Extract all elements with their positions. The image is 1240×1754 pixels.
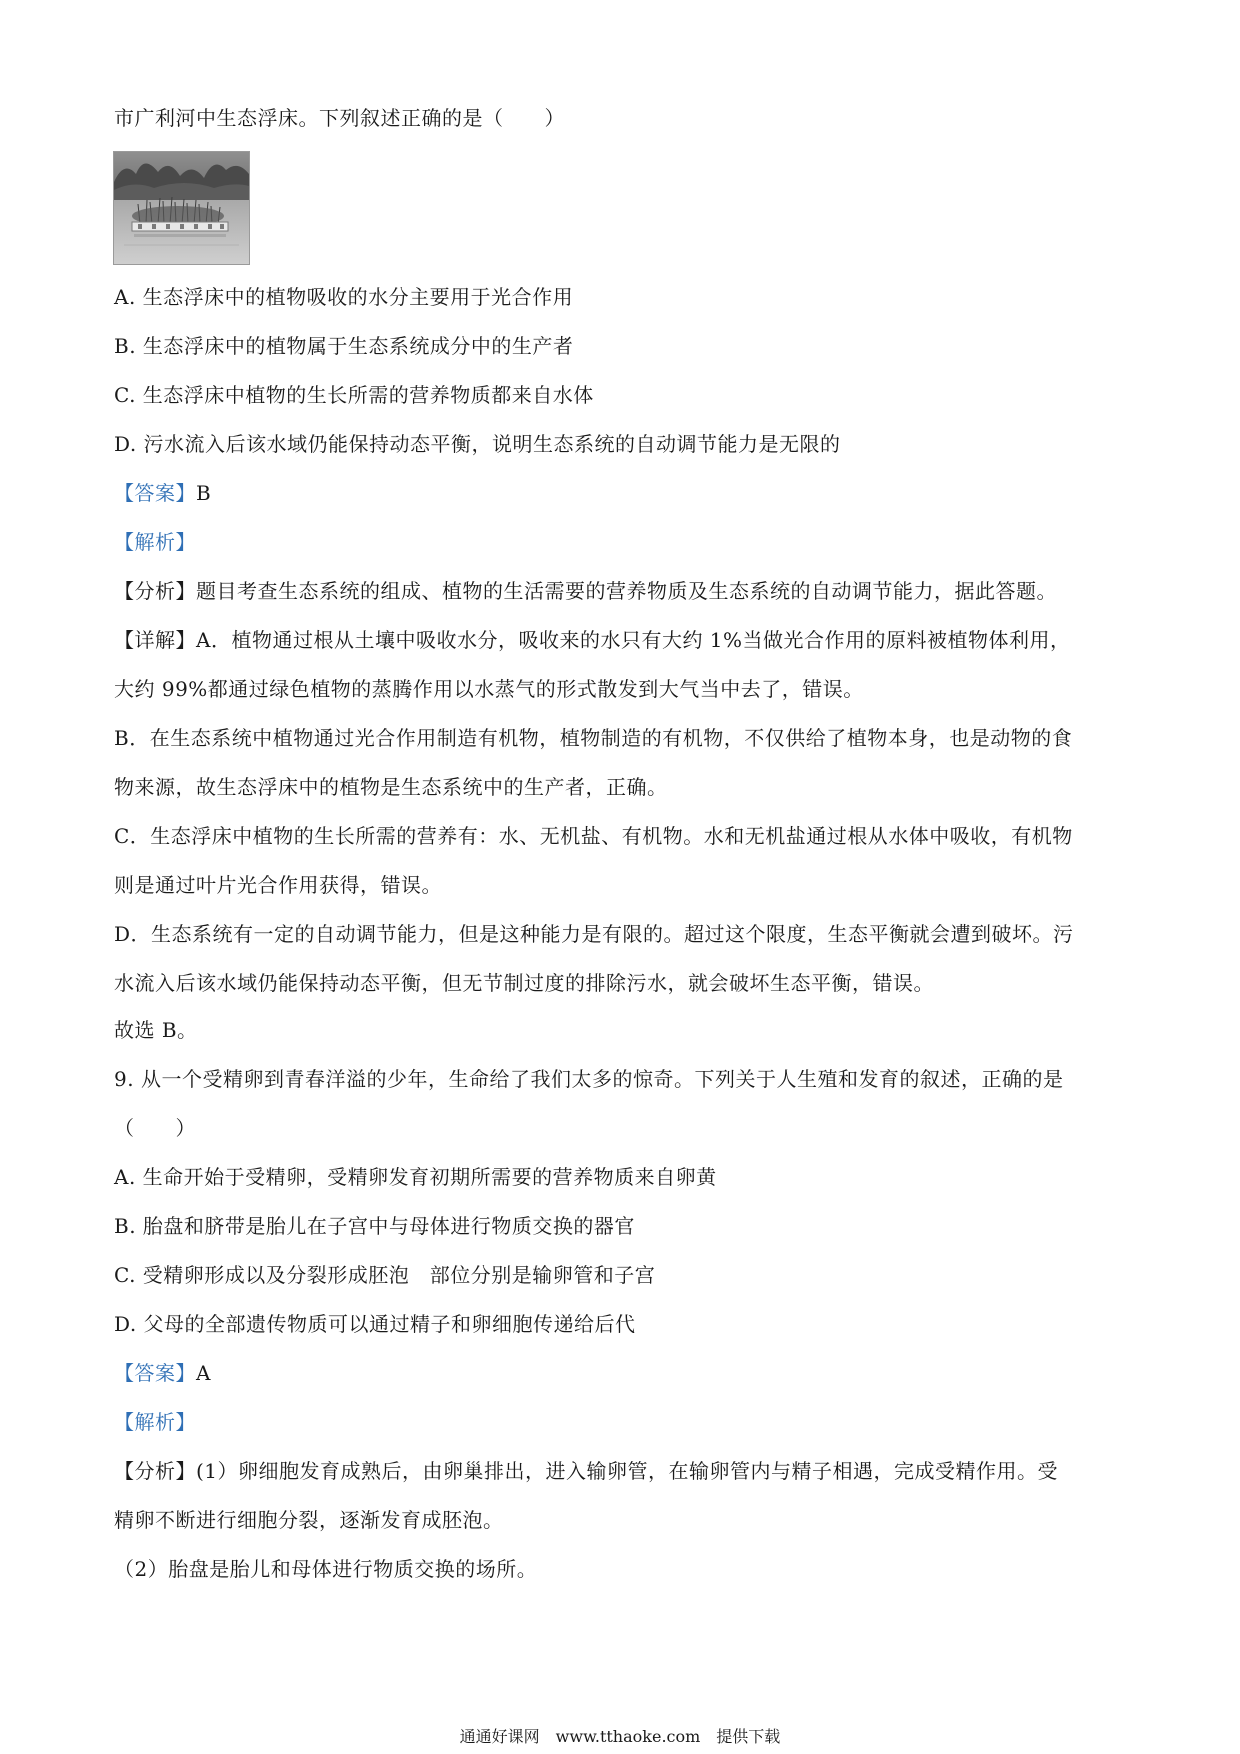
floating-bed-photo: [113, 151, 250, 265]
q9-analysis-tag-text: 【解析】: [114, 1410, 196, 1434]
q9-stem-line2: （ ）: [114, 1116, 196, 1140]
q8-analysis-line: 物来源，故生态浮床中的植物是生态系统中的生产者，正确。: [114, 775, 668, 799]
q8-analysis-line: 故选 B。: [114, 1018, 198, 1042]
q9-stem-line1: 9. 从一个受精卵到青春洋溢的少年，生命给了我们太多的惊奇。下列关于人生殖和发育的叙述，正确的是: [114, 1067, 1064, 1091]
q8-option-c: C. 生态浮床中植物的生长所需的营养物质都来自水体: [114, 383, 594, 407]
q8-analysis-line: C．生态浮床中植物的生长所需的营养有：水、无机盐、有机物。水和无机盐通过根从水体中吸收，有机物: [114, 824, 1073, 848]
q8-answer: [114, 478, 1130, 508]
q9-analysis-line: 【分析】(1）卵细胞发育成熟后，由卵巢排出，进入输卵管，在输卵管内与精子相遇，完成受精作用。受: [114, 1459, 1059, 1483]
q9-option-b: B. 胎盘和脐带是胎儿在子宫中与母体进行物质交换的器官: [114, 1214, 635, 1238]
q9-option-a: A. 生命开始于受精卵，受精卵发育初期所需要的营养物质来自卵黄: [114, 1165, 717, 1189]
q8-analysis-line: 水流入后该水域仍能保持动态平衡，但无节制过度的排除污水，就会破坏生态平衡，错误。: [114, 971, 934, 995]
q8-analysis-line: 【详解】A．植物通过根从土壤中吸收水分，吸收来的水只有大约 1%当做光合作用的原料被植物体利用，: [114, 628, 1071, 652]
q8-option-a: A. 生态浮床中的植物吸收的水分主要用于光合作用: [114, 285, 574, 309]
q8-analysis-tag: [114, 527, 1130, 557]
page-footer: 通通好课网 www.tthaoke.com 提供下载: [459, 1727, 781, 1746]
q9-analysis-line: （2）胎盘是胎儿和母体进行物质交换的场所。: [114, 1557, 538, 1581]
q9-analysis-line: 精卵不断进行细胞分裂，逐渐发育成胚泡。: [114, 1508, 504, 1532]
q9-answer: [114, 1358, 1130, 1388]
q8-analysis-line: 【分析】题目考查生态系统的组成、植物的生活需要的营养物质及生态系统的自动调节能力，据此答题。: [114, 579, 1057, 603]
q9-answer-tag: 【答案】: [114, 1361, 196, 1385]
floating-bed-photo-image: [114, 152, 249, 264]
q8-answer-value: B: [196, 481, 212, 505]
q8-analysis-line: 大约 99%都通过绿色植物的蒸腾作用以水蒸气的形式散发到大气当中去了，错误。: [114, 677, 864, 701]
q9-option-c: C. 受精卵形成以及分裂形成胚泡 部位分别是输卵管和子宫: [114, 1263, 656, 1287]
q8-answer-tag: 【答案】: [114, 481, 196, 505]
q8-analysis-line: 则是通过叶片光合作用获得，错误。: [114, 873, 442, 897]
q9-answer-value: A: [196, 1361, 211, 1385]
q8-stem-tail: 市广利河中生态浮床。下列叙述正确的是（ ）: [114, 106, 565, 130]
q8-option-d: D. 污水流入后该水域仍能保持动态平衡，说明生态系统的自动调节能力是无限的: [114, 432, 841, 456]
q9-option-d: D. 父母的全部遗传物质可以通过精子和卵细胞传递给后代: [114, 1312, 636, 1336]
q8-option-b: B. 生态浮床中的植物属于生态系统成分中的生产者: [114, 334, 574, 358]
q8-analysis-line: B．在生态系统中植物通过光合作用制造有机物，植物制造的有机物，不仅供给了植物本身，也是动物的食: [114, 726, 1073, 750]
q8-analysis-tag-text: 【解析】: [114, 530, 196, 554]
q9-analysis-tag: [114, 1407, 1130, 1437]
q8-analysis-line: D．生态系统有一定的自动调节能力，但是这种能力是有限的。超过这个限度，生态平衡就会遭到破坏。污: [114, 922, 1074, 946]
